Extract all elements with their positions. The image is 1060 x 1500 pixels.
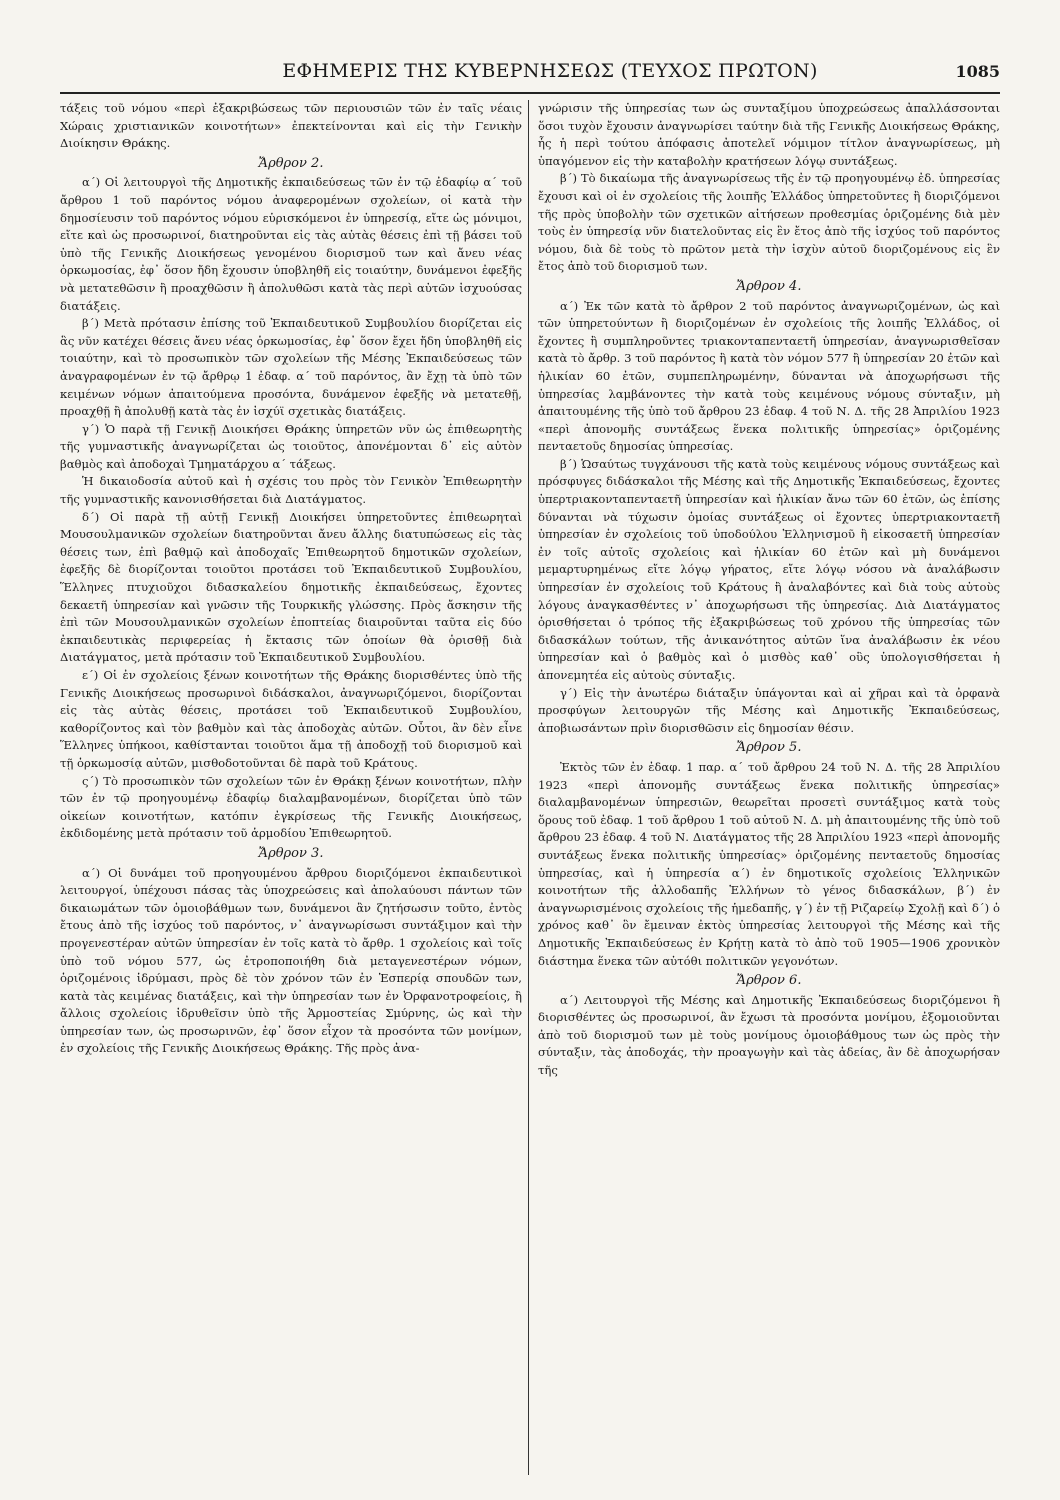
- article-heading: Ἄρθρον 2.: [258, 155, 324, 171]
- paragraph: γνώρισιν τῆς ὑπηρεσίας των ὡς συνταξίμου ὑποχρεώσεως ἀπαλλάσσονται ὅσοι τυχὸν ἔχουσιν ἀναγνωρίσει ταύτην διὰ τῆς Γενικῆς Διοικήσεως Θράκης, ἧς ἡ περὶ τούτου ἀπόφασις ἀποτελεῖ νόμιμον τίτλον ἀναγνωρίσεως, μὴ ὑπαγόμενον εἰς τὴν καταβολὴν κρατήσεων λόγῳ συντάξεως.: [538, 101, 1000, 168]
- paragraph: α΄) Ἐκ τῶν κατὰ τὸ ἄρθρον 2 τοῦ παρόντος ἀναγνωριζομένων, ὡς καὶ τῶν ὑπηρετούντων ἢ διοριζομένων ἐν σχολείοις τῆς λοιπῆς Ἑλλάδος, οἱ ἔχοντες ἢ συμπληροῦντες τριακονταπενταετῆ ὑπηρεσίαν, ἀναγνωρισθεῖσαν κατὰ τὸ ἄρθρ. 3 τοῦ παρόντος ἢ κατὰ τὸν νόμον 577 ἢ ὑπηρεσίαν 20 ἐτῶν καὶ ἡλικίαν 60 ἐτῶν, συμπεπληρωμένην, δύνανται νὰ ἀποχωρήσωσι τῆς ὑπηρεσίας λαμβάνοντες τὴν κατὰ τοὺς κειμένους νόμους σύνταξιν, μὴ ἀπαιτουμένης τῆς ὑπὸ τοῦ ἄρθρου 23 ἐδαφ. 4 τοῦ Ν. Δ. τῆς 28 Ἀπριλίου 1923 «περὶ ἀπονομῆς συντάξεως ἕνεκα πολιτικῆς ὑπηρεσίας» ὁριζομένης πενταετοῦς δημοσίας ὑπηρεσίας.: [538, 298, 1000, 454]
- paragraph: γ΄) Εἰς τὴν ἀνωτέρω διάταξιν ὑπάγονται καὶ αἱ χῆραι καὶ τὰ ὀρφανὰ προσφύγων λειτουργῶν τῆς Μέσης καὶ Δημοτικῆς Ἐκπαιδεύσεως, ἀποβιωσάντων πρὶν διορισθῶσιν εἰς δημοσίαν θέσιν.: [538, 685, 1000, 735]
- text-columns: [60, 100, 1000, 1480]
- paragraph: α΄) Λειτουργοὶ τῆς Μέσης καὶ Δημοτικῆς Ἐκπαιδεύσεως διοριζόμενοι ἢ διορισθέντες ὡς προσωρινοί, ἂν ἔχωσι τὰ προσόντα μονίμου, ἐξομοιοῦνται ἀπὸ τοῦ διορισμοῦ των μὲ τοὺς μονίμους ὁμοιοβάθμους των ὡς πρὸς τὴν σύνταξιν, τὰς ἀποδοχάς, τὴν προαγωγὴν καὶ τὰς ἀδείας, ἂν δὲ ἀποχωρήσαν τῆς: [538, 992, 1000, 1078]
- right-column: [538, 100, 1000, 1480]
- left-column: [60, 100, 522, 1480]
- page-number: 1085: [955, 62, 1000, 81]
- paragraph: α΄) Οἱ λειτουργοὶ τῆς Δημοτικῆς ἐκπαιδεύσεως τῶν ἐν τῷ ἐδαφίῳ α΄ τοῦ ἄρθρου 1 τοῦ παρόντος νόμου ἀναφερομένων σχολείων, οἱ κατὰ τὴν δημοσίευσιν τοῦ παρόντος νόμου εὑρισκόμενοι ἐν ὑπηρεσίᾳ, εἴτε ὡς μόνιμοι, εἴτε καὶ ὡς προσωρινοί, διατηροῦνται εἰς τὰς αὐτὰς θέσεις ἐπὶ τῇ βάσει τοῦ ὑπὸ τῆς Γενικῆς Διοικήσεως γενομένου διορισμοῦ των καὶ ἄνευ νέας ὁρκωμοσίας, ἐφ᾽ ὅσον ἤδη ἔχουσιν ὑποβληθῆ εἰς τοιαύτην, δυνάμενοι ἐφεξῆς νὰ μετατεθῶσιν ἢ προαχθῶσιν ἢ ἀπολυθῶσι κατὰ τὰς περὶ αὐτῶν ἰσχυούσας διατάξεις.: [60, 175, 522, 313]
- paragraph: τάξεις τοῦ νόμου «περὶ ἐξακριβώσεως τῶν περιουσιῶν τῶν ἐν ταῖς νέαις Χώραις χριστιανικῶν κοινοτήτων» ἐπεκτείνονται καὶ εἰς τὴν Γενικὴν Διοίκησιν Θράκης.: [60, 101, 522, 151]
- article-heading: Ἄρθρον 6.: [736, 973, 802, 989]
- article-heading: Ἄρθρον 3.: [258, 845, 324, 861]
- article-heading: Ἄρθρον 5.: [736, 740, 802, 756]
- paragraph: δ΄) Οἱ παρὰ τῇ αὐτῇ Γενικῇ Διοικήσει ὑπηρετοῦντες ἐπιθεωρηταὶ Μουσουλμανικῶν σχολείων διατηροῦνται ἄνευ ἄλλης διατυπώσεως εἰς τὰς θέσεις των, ἐπὶ βαθμῷ καὶ ἀποδοχαῖς Ἐπιθεωρητοῦ δημοτικῶν σχολείων, ἐφεξῆς δὲ διορίζονται τοιοῦτοι προτάσει τοῦ Ἐκπαιδευτικοῦ Συμβουλίου, Ἕλληνες πτυχιοῦχοι διδασκαλείου δημοτικῆς ἐκπαιδεύσεως, ἔχοντες δεκαετῆ ὑπηρεσίαν καὶ γνῶσιν τῆς Τουρκικῆς γλώσσης. Πρὸς ἄσκησιν τῆς ἐπὶ τῶν Μουσουλμανικῶν σχολείων ἐποπτείας διαιροῦνται ταῦτα εἰς δύο ἐκπαιδευτικὰς περιφερείας ἡ ἔκτασις τῶν ὁποίων θὰ ὁρισθῇ διὰ Διατάγματος, μετὰ πρότασιν τοῦ Ἐκπαιδευτικοῦ Συμβουλίου.: [60, 509, 522, 665]
- paragraph: ς΄) Τὸ προσωπικὸν τῶν σχολείων τῶν ἐν Θράκῃ ξένων κοινοτήτων, πλὴν τῶν ἐν τῷ προηγουμένῳ ἐδαφίῳ διαλαμβανομένων, διορίζεται ὑπὸ τῶν οἰκείων κοινοτήτων, κατόπιν ἐγκρίσεως τῆς Γενικῆς Διοικήσεως, ἐκδιδομένης μετὰ πρότασιν τοῦ ἁρμοδίου Ἐπιθεωρητοῦ.: [60, 773, 522, 841]
- gazette-title: ΕΦΗΜΕΡΙΣ ΤΗΣ ΚΥΒΕΡΝΗΣΕΩΣ (ΤΕΥΧΟΣ ΠΡΩΤΟΝ): [282, 60, 818, 82]
- paragraph: α΄) Οἱ δυνάμει τοῦ προηγουμένου ἄρθρου διοριζόμενοι ἐκπαιδευτικοὶ λειτουργοί, ὑπέχουσι πάσας τὰς ὑποχρεώσεις καὶ ἀπολαύουσι πάντων τῶν δικαιωμάτων τῶν ὁμοιοβάθμων των, δυνάμενοι ἂν ζητήσωσιν τοῦτο, ἐντὸς ἔτους ἀπὸ τῆς ἰσχύος τοῦ παρόντος, ν᾽ ἀναγνωρίσωσι συντάξιμον καὶ τὴν προγενεστέραν αὐτῶν ὑπηρεσίαν ἐν τοῖς κατὰ τὸ ἄρθρ. 1 σχολείοις καὶ τοῖς ὑπὸ τοῦ νόμου 577, ὡς ἐτροποποιήθη διὰ μεταγενεστέρων νόμων, ὁριζομένοις ἱδρύμασι, πρὸς δὲ τὸν χρόνον τῶν ἐν Ἑσπερίᾳ σπουδῶν των, κατὰ τὰς κειμένας διατάξεις, καὶ τὴν ὑπηρεσίαν των ἐν Ὀρφανοτροφείοις, ἢ ἄλλοις σχολείοις ἱδρυθεῖσιν ὑπὸ τῆς Ἁρμοστείας Σμύρνης, ὡς καὶ τὴν ὑπηρεσίαν των, ὡς προσωρινῶν, ἐφ᾽ ὅσον εἶχον τὰ προσόντα τῶν μονίμων, ἐν σχολείοις τῆς Γενικῆς Διοικήσεως Θράκης. Τῆς πρὸς ἀνα-: [60, 865, 522, 1056]
- paragraph: β΄) Ὡσαύτως τυγχάνουσι τῆς κατὰ τοὺς κειμένους νόμους συντάξεως καὶ πρόσφυγες διδάσκαλοι τῆς Μέσης καὶ τῆς Δημοτικῆς Ἐκπαιδεύσεως, ἔχοντες ὑπερτριακονταπενταετῆ ὑπηρεσίαν καὶ ἡλικίαν ἄνω τῶν 60 ἐτῶν, ὡς ἐπίσης δύνανται νὰ τύχωσιν ὁμοίας συντάξεως οἱ ἔχοντες ὑπερτριακονταετῆ ὑπηρεσίαν ἐν σχολείοις τοῦ ὑποδούλου Ἑλληνισμοῦ ἢ εἰκοσαετῆ ὑπηρεσίαν ἐν τοῖς αὐτοῖς σχολείοις καὶ ἡλικίαν 60 ἐτῶν καὶ μὴ δυνάμενοι μεμαρτυρημένως εἴτε λόγῳ γήρατος, εἴτε λόγῳ νόσου νὰ ἀναλάβωσιν ὑπηρεσίαν ἐν σχολείοις τοῦ Κράτους ἢ ἀναλαβόντες καὶ διὰ τοὺς αὐτοὺς λόγους ἀναγκασθέντες ν᾽ ἀποχωρήσωσι τῆς ὑπηρεσίας. Διὰ Διατάγματος ὁρισθήσεται ὁ τρόπος τῆς ἐξακριβώσεως τοῦ χρόνου τῆς ὑπηρεσίας τῶν διδασκάλων τούτων, τῆς ἀνικανότητος αὐτῶν ἵνα ἀναλάβωσιν ἐκ νέου ὑπηρεσίαν καὶ ὁ βαθμὸς καὶ ὁ μισθὸς καθ᾽ οὓς ὑπολογισθήσεται ἡ ἀπονεμητέα εἰς αὐτοὺς σύνταξις.: [538, 456, 1000, 682]
- paragraph: γ΄) Ὁ παρὰ τῇ Γενικῇ Διοικήσει Θράκης ὑπηρετῶν νῦν ὡς ἐπιθεωρητὴς τῆς γυμναστικῆς ἀναγνωρίζεται ὡς τοιοῦτος, ἀπονέμονται δ᾽ εἰς αὐτὸν βαθμὸς καὶ ἀποδοχαὶ Τμηματάρχου α΄ τάξεως.: [60, 421, 522, 471]
- paragraph: Ἐκτὸς τῶν ἐν ἐδαφ. 1 παρ. α΄ τοῦ ἄρθρου 24 τοῦ Ν. Δ. τῆς 28 Ἀπριλίου 1923 «περὶ ἀπονομῆς συντάξεως ἕνεκα πολιτικῆς ὑπηρεσίας» διαλαμβανομένων ὑπηρεσιῶν, θεωρεῖται προσετὶ συντάξιμος κατὰ τοὺς ὅρους τοῦ ἐδαφ. 1 τοῦ ἄρθρου 1 τοῦ αὐτοῦ Ν. Δ. μὴ ἀπαιτουμένης τῆς ὑπὸ τοῦ ἄρθρου 23 ἐδαφ. 4 τοῦ Ν. Διατάγματος τῆς 28 Ἀπριλίου 1923 «περὶ ἀπονομῆς συντάξεως ἕνεκα πολιτικῆς ὑπηρεσίας» ὁριζομένης πενταετοῦς δημοσίας ὑπηρεσίας, καὶ ἡ ὑπηρεσία α΄) ἐν δημοτικοῖς σχολείοις Ἑλληνικῶν κοινοτήτων τῆς ἀλλοδαπῆς Ἑλλήνων τὸ γένος διδασκάλων, β΄) ἐν ἀναγνωρισμένοις σχολείοις τῆς ἡμεδαπῆς, γ΄) ἐν τῇ Ριζαρείῳ Σχολῇ καὶ δ΄) ὁ χρόνος καθ᾽ ὃν ἔμειναν ἐκτὸς ὑπηρεσίας λειτουργοὶ τῆς Μέσης καὶ τῆς Δημοτικῆς Ἐκπαιδεύσεως ἐν Κρήτῃ κατὰ τὸ ἀπὸ τοῦ 1905—1906 χρονικὸν διάστημα ἕνεκα τῶν αὐτόθι πολιτικῶν γεγονότων.: [538, 759, 1000, 968]
- paragraph: β΄) Μετὰ πρότασιν ἐπίσης τοῦ Ἐκπαιδευτικοῦ Συμβουλίου διορίζεται εἰς ἃς νῦν κατέχει θέσεις ἄνευ νέας ὁρκωμοσίας, ἐφ᾽ ὅσον ἔχει ἤδη ὑποβληθῆ εἰς τοιαύτην, καὶ τὸ προσωπικὸν τῶν σχολείων τῆς Μέσης Ἐκπαιδεύσεως τῶν ἀναγραφομένων ἐν τῷ ἄρθρῳ 1 ἐδαφ. α΄ τοῦ παρόντος, ἂν ἔχῃ τὰ ὑπὸ τῶν κειμένων νόμων ἀπαιτούμενα προσόντα, δυνάμενον ἐφεξῆς νὰ μετατεθῇ, προαχθῇ ἢ ἀπολυθῇ κατὰ τὰς ἐν ἰσχύϊ σχετικὰς διατάξεις.: [60, 316, 522, 419]
- paragraph: Ἡ δικαιοδοσία αὐτοῦ καὶ ἡ σχέσις του πρὸς τὸν Γενικὸν Ἐπιθεωρητὴν τῆς γυμναστικῆς κανονισθήσεται διὰ Διατάγματος.: [60, 474, 522, 507]
- article-heading: Ἄρθρον 4.: [736, 278, 802, 294]
- header-rule: [60, 92, 1000, 94]
- paragraph: ε΄) Οἱ ἐν σχολείοις ξένων κοινοτήτων τῆς Θράκης διορισθέντες ὑπὸ τῆς Γενικῆς Διοικήσεως προσωρινοὶ διδάσκαλοι, ἀναγνωριζόμενοι, διορίζονται εἰς τὰς αὐτὰς θέσεις, προτάσει τοῦ Ἐκπαιδευτικοῦ Συμβουλίου, καθορίζοντος καὶ τὸν βαθμὸν καὶ τὰς ἀποδοχὰς αὐτῶν. Οὗτοι, ἂν δὲν εἶνε Ἕλληνες ὑπήκοοι, καθίστανται τοιοῦτοι ἅμα τῇ ἀποδοχῇ τοῦ διορισμοῦ καὶ τῇ ὁρκωμοσίᾳ αὐτῶν, μισθοδοτοῦνται δὲ παρὰ τοῦ Κράτους.: [60, 668, 522, 770]
- paragraph: β΄) Τὸ δικαίωμα τῆς ἀναγνωρίσεως τῆς ἐν τῷ προηγουμένῳ ἐδ. ὑπηρεσίας ἔχουσι καὶ οἱ ἐν σχολείοις τῆς λοιπῆς Ἑλλάδος ὑπηρετοῦντες ἢ διοριζόμενοι τῆς πρὸς ὑποβολὴν τῶν σχετικῶν αἰτήσεων προθεσμίας ὁριζομένης διὰ μὲν τοὺς ἐν ὑπηρεσίᾳ νῦν διατελοῦντας εἰς ἓν ἔτος ἀπὸ τῆς ἰσχύος τοῦ παρόντος νόμου, διὰ δὲ τοὺς τὸ πρῶτον μετὰ τὴν ἰσχὺν αὐτοῦ διοριζομένους εἰς ἓν ἔτος ἀπὸ τοῦ διορισμοῦ των.: [538, 171, 1000, 274]
- page-header: [60, 58, 1000, 92]
